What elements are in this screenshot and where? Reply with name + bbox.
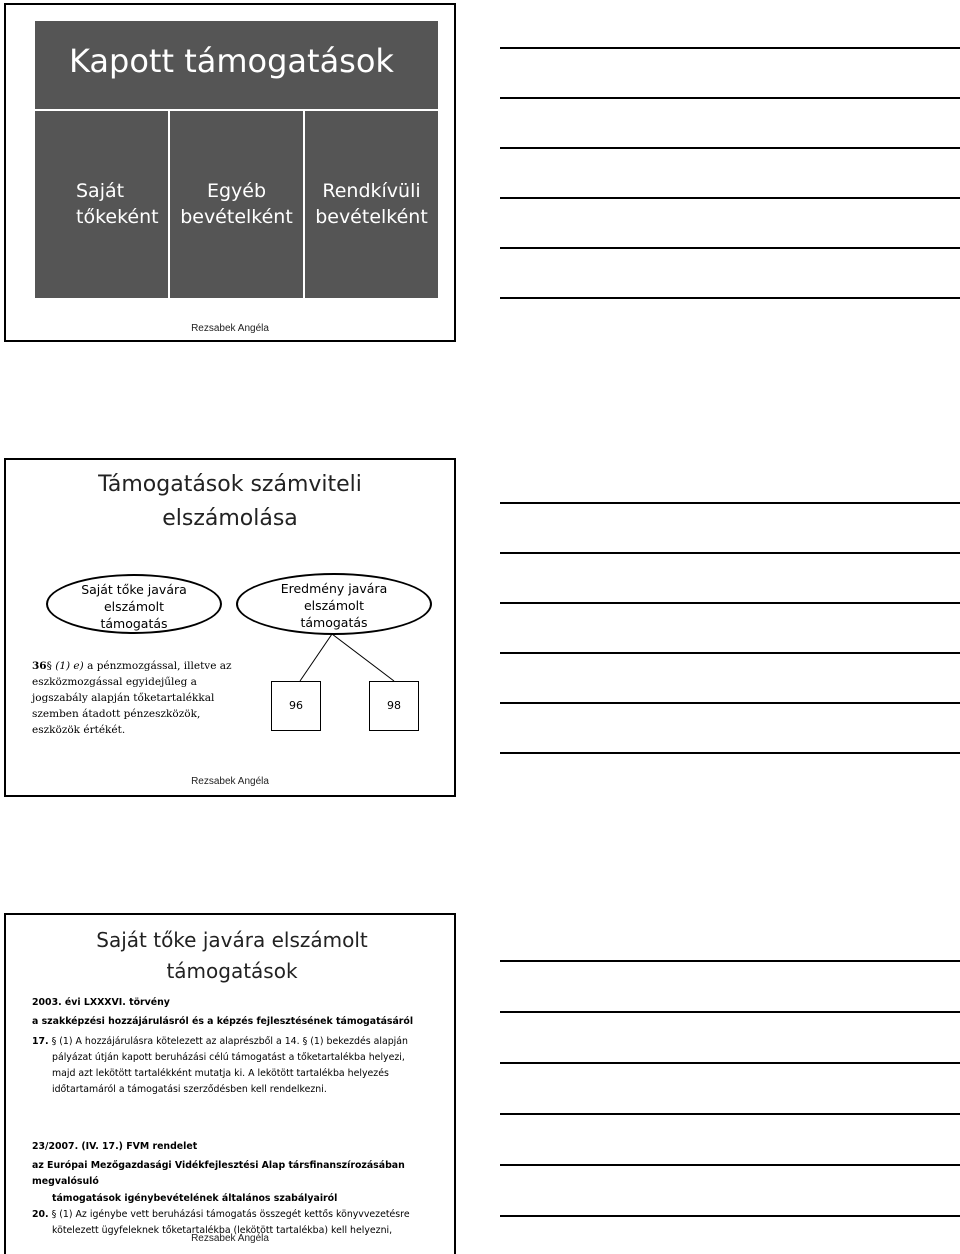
law-2-paragraph [32, 1207, 442, 1223]
ellipse-line: Eredmény javára [280, 581, 388, 596]
connector-to-98 [332, 634, 394, 681]
title-line: támogatások [166, 959, 298, 983]
law-2-id: 23/2007. (IV. 17.) FVM rendelet [32, 1140, 198, 1152]
note-line [500, 297, 960, 299]
paragraph-number: 17. [32, 1035, 49, 1047]
paragraph-text: § (1) Az igénybe vett beruházási támogatás összegét kettős könyvvezetésre [51, 1208, 410, 1220]
note-line [500, 752, 960, 754]
note-line [500, 1062, 960, 1064]
note-line [500, 1215, 960, 1217]
box-line: Saját [76, 180, 125, 202]
connector-to-96 [300, 634, 332, 681]
note-line [500, 47, 960, 49]
legal-reference-text [32, 658, 247, 738]
note-line [500, 502, 960, 504]
paragraph-line: időtartamáról a támogatási szerződésben kell rendelkezni. [52, 1084, 327, 1096]
note-line [500, 97, 960, 99]
ellipse-line: támogatás [300, 615, 368, 630]
account-box-98: 98 [369, 681, 419, 731]
ellipse-sajat-toke [46, 574, 222, 634]
note-line [500, 1164, 960, 1166]
title-line: elszámolása [162, 506, 298, 531]
box-line: bevételként [315, 206, 428, 228]
paragraph-number: 20. [32, 1208, 49, 1220]
box-line: bevételként [180, 206, 293, 228]
law-1-name: a szakképzési hozzájárulásról és a képzés fejlesztésének támogatásáról [32, 1016, 414, 1028]
box-line: tőkeként [76, 206, 159, 228]
box-line: Egyéb [206, 180, 267, 202]
title-line: Saját tőke javára elszámolt [96, 928, 368, 952]
slide-1-title: Kapott támogatások [35, 21, 438, 109]
note-line [500, 552, 960, 554]
box-egyeb-bevetelkent [170, 111, 303, 298]
slide-3-body [32, 995, 442, 1240]
note-line [500, 702, 960, 704]
ref-paragraph: (1) e) [55, 660, 84, 672]
note-line [500, 1113, 960, 1115]
law-1-id: 2003. évi LXXXVI. törvény [32, 997, 170, 1008]
slide-3-title [6, 925, 458, 987]
ref-number: 36 [32, 660, 47, 672]
account-box-96: 96 [271, 681, 321, 731]
slide-2-footer: Rezsabek Angéla [191, 776, 269, 787]
paragraph-line: kötelezett ügyfeleknek tőketartalékba (lekötött tartalékba) kell helyezni, [52, 1225, 393, 1237]
box-line: Rendkívüli [322, 180, 421, 202]
slide-1 [4, 3, 456, 342]
paragraph-line: majd azt lekötött tartalékként mutatja ki. A lekötött tartalékba helyezés [52, 1068, 389, 1080]
box-sajat-tokekent [35, 111, 168, 298]
law-2-name-cont: támogatások igénybevételének általános szabályairól [52, 1192, 338, 1204]
note-line [500, 652, 960, 654]
box-rendkivuli-bevetelkent [305, 111, 438, 298]
note-line [500, 147, 960, 149]
ellipse-line: Saját tőke javára [81, 582, 187, 597]
ellipse-line: elszámolt [303, 598, 365, 613]
note-line [500, 247, 960, 249]
title-line: Támogatások számviteli [98, 472, 362, 497]
slide-3 [4, 913, 456, 1254]
note-line [500, 602, 960, 604]
paragraph-line: pályázat útján kapott beruházási célú támogatást a tőketartalékba helyezi, [52, 1051, 405, 1063]
slide-1-footer: Rezsabek Angéla [191, 323, 269, 334]
ref-symbol: § [46, 660, 52, 672]
note-line [500, 960, 960, 962]
paragraph-text: § (1) A hozzájárulásra kötelezett az alaprészből a 14. § (1) bekezdés alapján [51, 1035, 408, 1047]
note-line [500, 197, 960, 199]
law-1-paragraph [32, 1034, 442, 1050]
ellipse-line: támogatás [100, 616, 168, 631]
law-2-name: az Európai Mezőgazdasági Vidékfejlesztési Alap társfinanszírozásában megvalósuló [32, 1160, 405, 1188]
ellipse-eredmeny [236, 573, 432, 635]
slide-3-footer: Rezsabek Angéla [191, 1233, 269, 1244]
slide-2-title [6, 468, 454, 536]
ellipse-line: elszámolt [103, 599, 165, 614]
note-line [500, 1011, 960, 1013]
ref-text: a pénzmozgással, illetve az eszközmozgással egyidejűleg a jogszabály alapján tőketartalékkal szemben átadott pénzeszközök, eszközök értékét. [32, 660, 232, 736]
slide-2 [4, 458, 456, 797]
